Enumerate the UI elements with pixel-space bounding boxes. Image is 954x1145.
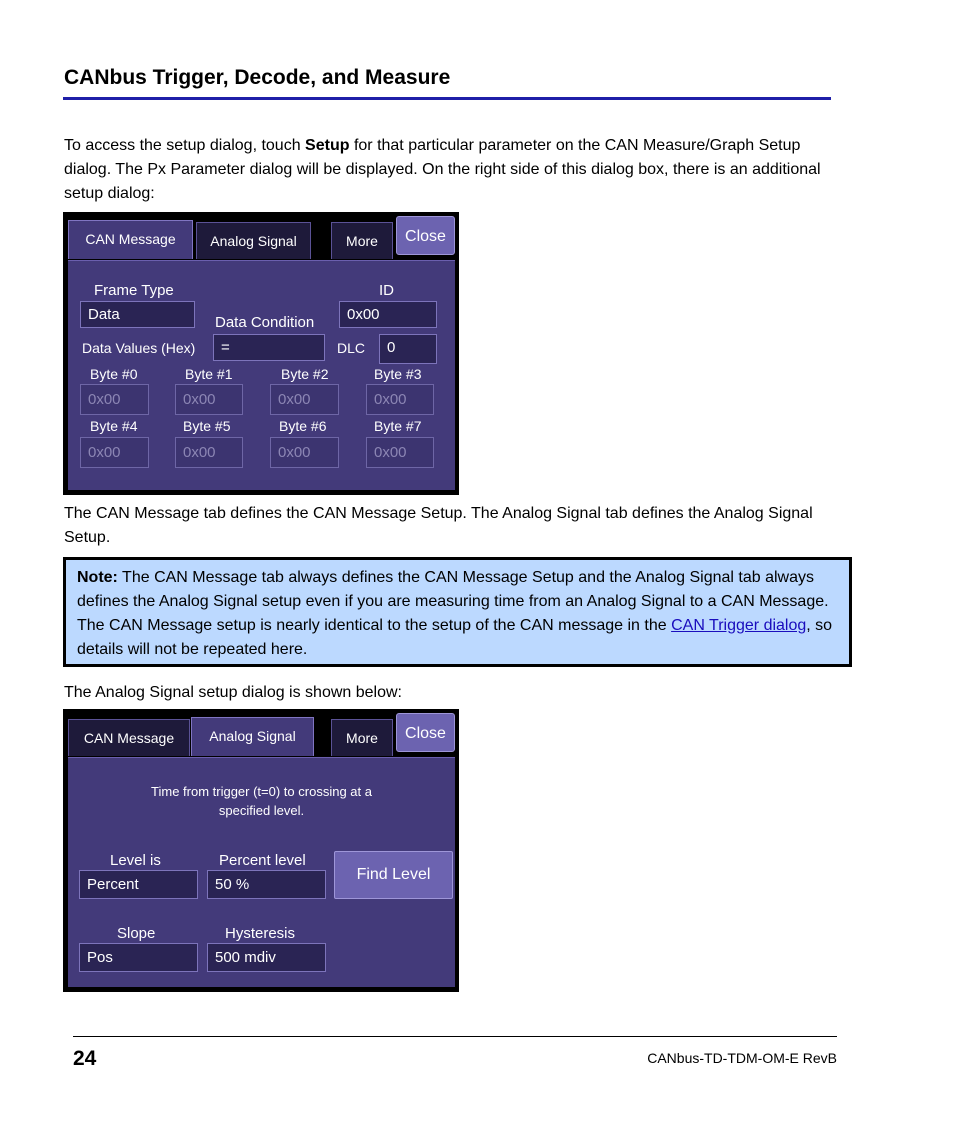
hysteresis-label: Hysteresis xyxy=(225,925,296,942)
description-line-1: Time from trigger (t=0) to crossing at a xyxy=(151,784,372,799)
tab-can-message[interactable]: CAN Message xyxy=(68,220,193,259)
slope-field[interactable]: Pos xyxy=(79,943,198,972)
intro-text-1: To access the setup dialog, touch xyxy=(64,137,306,154)
analog-signal-intro-paragraph: The Analog Signal setup dialog is shown below: xyxy=(64,684,402,701)
byte-5-label: Byte #5 xyxy=(183,418,231,434)
level-is-field[interactable]: Percent xyxy=(79,870,198,899)
dlc-field[interactable]: 0 xyxy=(379,334,437,364)
intro-text-2: for that particular parameter on the CAN Measure/Graph Setup dialog. The Px Parameter dialog will be displayed. On the right side of this dialog box, there is an additional setup dialog: xyxy=(64,137,821,202)
data-values-field[interactable]: = xyxy=(213,334,325,361)
slope-label: Slope xyxy=(117,925,156,942)
tab-can-message[interactable]: CAN Message xyxy=(68,719,190,756)
byte-2-label: Byte #2 xyxy=(281,366,329,382)
percent-level-label: Percent level xyxy=(219,852,306,869)
note-box xyxy=(63,557,852,667)
id-field[interactable]: 0x00 xyxy=(339,301,437,328)
byte-3-label: Byte #3 xyxy=(374,366,422,382)
document-id: CANbus-TD-TDM-OM-E RevB xyxy=(647,1050,837,1066)
intro-bold-setup: Setup xyxy=(305,137,350,154)
byte-2-field[interactable]: 0x00 xyxy=(270,384,339,415)
byte-0-field[interactable]: 0x00 xyxy=(80,384,149,415)
byte-5-field[interactable]: 0x00 xyxy=(175,437,243,468)
close-button[interactable]: Close xyxy=(396,216,455,255)
byte-6-field[interactable]: 0x00 xyxy=(270,437,339,468)
tab-more[interactable]: More xyxy=(331,719,393,756)
byte-0-label: Byte #0 xyxy=(90,366,138,382)
note-text-1: The CAN Message tab always defines the CAN Message Setup and the Analog Signal tab always defines the Analog Signal setup even if you are measuring time from an Analog Signal to a CAN Message. The CAN Message setup is nearly identical to the setup of the CAN message in the xyxy=(77,569,829,634)
id-label: ID xyxy=(379,282,394,299)
byte-3-field[interactable]: 0x00 xyxy=(366,384,434,415)
percent-level-field[interactable]: 50 % xyxy=(207,870,326,899)
byte-7-label: Byte #7 xyxy=(374,418,422,434)
intro-paragraph xyxy=(64,134,834,206)
can-trigger-dialog-link[interactable]: CAN Trigger dialog xyxy=(671,617,807,634)
frame-type-field[interactable]: Data xyxy=(80,301,195,328)
can-message-tab-paragraph: The CAN Message tab defines the CAN Message Setup. The Analog Signal tab defines the Analog Signal Setup. xyxy=(64,505,813,546)
footer-rule xyxy=(73,1036,837,1037)
can-message-dialog xyxy=(63,212,459,495)
byte-6-label: Byte #6 xyxy=(279,418,327,434)
note-text-2: , so details will not be repeated here. xyxy=(77,617,833,658)
tab-more[interactable]: More xyxy=(331,222,393,259)
byte-1-field[interactable]: 0x00 xyxy=(175,384,243,415)
dlc-label: DLC xyxy=(337,340,366,356)
title-rule xyxy=(63,97,831,100)
tab-analog-signal[interactable]: Analog Signal xyxy=(196,222,311,259)
byte-4-field[interactable]: 0x00 xyxy=(80,437,149,468)
level-is-label: Level is xyxy=(110,852,161,869)
tab-analog-signal[interactable]: Analog Signal xyxy=(191,717,314,756)
close-button[interactable]: Close xyxy=(396,713,455,752)
byte-7-field[interactable]: 0x00 xyxy=(366,437,434,468)
byte-1-label: Byte #1 xyxy=(185,366,233,382)
analog-signal-description xyxy=(68,782,455,820)
data-condition-label: Data Condition xyxy=(215,314,315,331)
frame-type-label: Frame Type xyxy=(94,282,174,299)
hysteresis-field[interactable]: 500 mdiv xyxy=(207,943,326,972)
section-title: CANbus Trigger, Decode, and Measure xyxy=(64,66,451,89)
find-level-button[interactable]: Find Level xyxy=(334,851,453,899)
data-values-label: Data Values (Hex) xyxy=(82,340,196,356)
analog-signal-dialog xyxy=(63,709,459,992)
note-label: Note: xyxy=(77,569,118,586)
byte-4-label: Byte #4 xyxy=(90,418,138,434)
description-line-2: specified level. xyxy=(218,803,305,818)
page-number: 24 xyxy=(73,1047,97,1070)
